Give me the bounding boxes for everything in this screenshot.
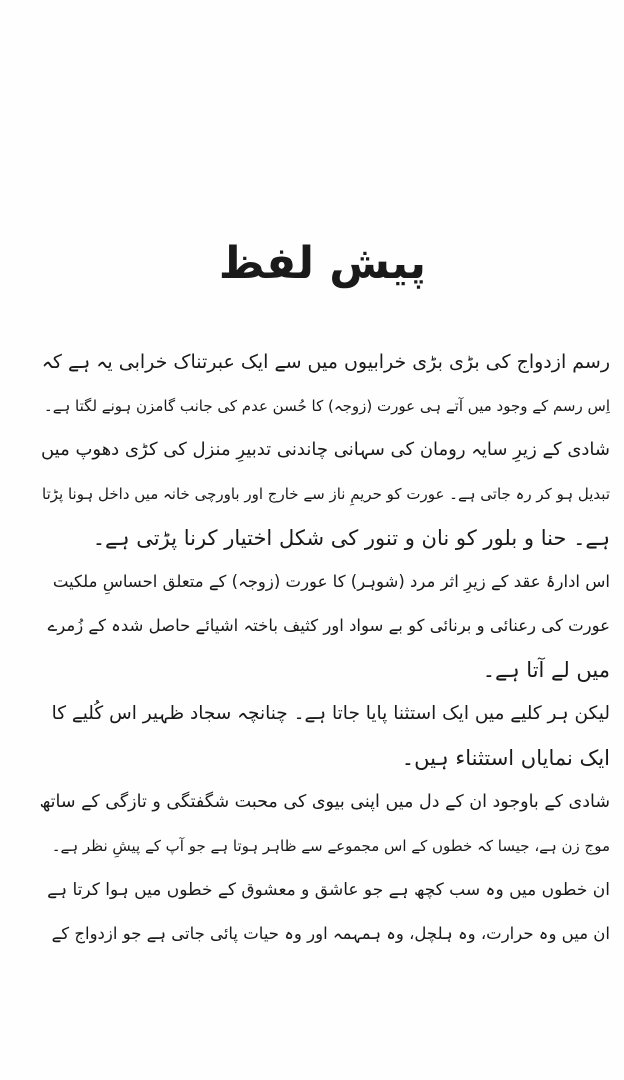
text-line: اس ادارۂ عقد کے زیرِ اثر مرد (شوہر) کا عورت (زوجہ) کے متعلق احساسِ ملکیت <box>52 572 610 591</box>
paragraph-2 <box>40 560 610 692</box>
paragraph-1 <box>40 340 610 560</box>
text-line: رسم ازدواج کی بڑی بڑی خرابیوں میں سے ایک عبرتناک خرابی یہ ہے کہ <box>41 351 610 373</box>
text-line: اِس رسم کے وجود میں آتے ہی عورت (زوجہ) کا حُسن عدم کی جانب گامزن ہونے لگتا ہے۔ <box>43 397 610 415</box>
paragraph-3 <box>40 692 610 780</box>
text-line: میں لے آتا ہے۔ <box>482 658 610 682</box>
text-line: ہے۔ حنا و بلور کو نان و تنور کی شکل اختیار کرنا پڑتی ہے۔ <box>92 526 610 550</box>
body-text <box>40 340 610 956</box>
text-line: لیکن ہر کلیے میں ایک استثنا پایا جاتا ہے۔ چنانچہ سجاد ظہیر اس کُلیے کا <box>51 703 610 724</box>
text-line: موج زن ہے، جیسا کہ خطوں کے اس مجموعے سے ظاہر ہوتا ہے جو آپ کے پیشِ نظر ہے۔ <box>51 837 610 855</box>
text-line: شادی کے زیرِ سایہ رومان کی سہانی چاندنی تدبیرِ منزل کی کڑی دھوپ میں <box>40 439 610 460</box>
page-title: پیش لفظ <box>218 238 426 289</box>
text-line: ان میں وہ حرارت، وہ ہلچل، وہ ہمہمہ اور وہ حیات پائی جاتی ہے جو ازدواج کے <box>51 924 610 943</box>
text-line: شادی کے باوجود ان کے دل میں اپنی بیوی کی محبت شگفتگی و تازگی کے ساتھ <box>40 792 610 812</box>
text-line: تبدیل ہو کر رہ جاتی ہے۔ عورت کو حریمِ ناز سے خارج اور باورچی خانہ میں داخل ہونا پڑتا <box>42 485 610 503</box>
text-line: ان خطوں میں وہ سب کچھ ہے جو عاشق و معشوق کے خطوں میں ہوا کرتا ہے <box>47 880 610 900</box>
text-line: عورت کی رعنائی و برنائی کو بے سواد اور کثیف باختہ اشیائے حاصل شدہ کے زُمرے <box>47 616 610 635</box>
text-line: ایک نمایاں استثناء ہیں۔ <box>401 746 610 770</box>
paragraph-4 <box>40 780 610 956</box>
